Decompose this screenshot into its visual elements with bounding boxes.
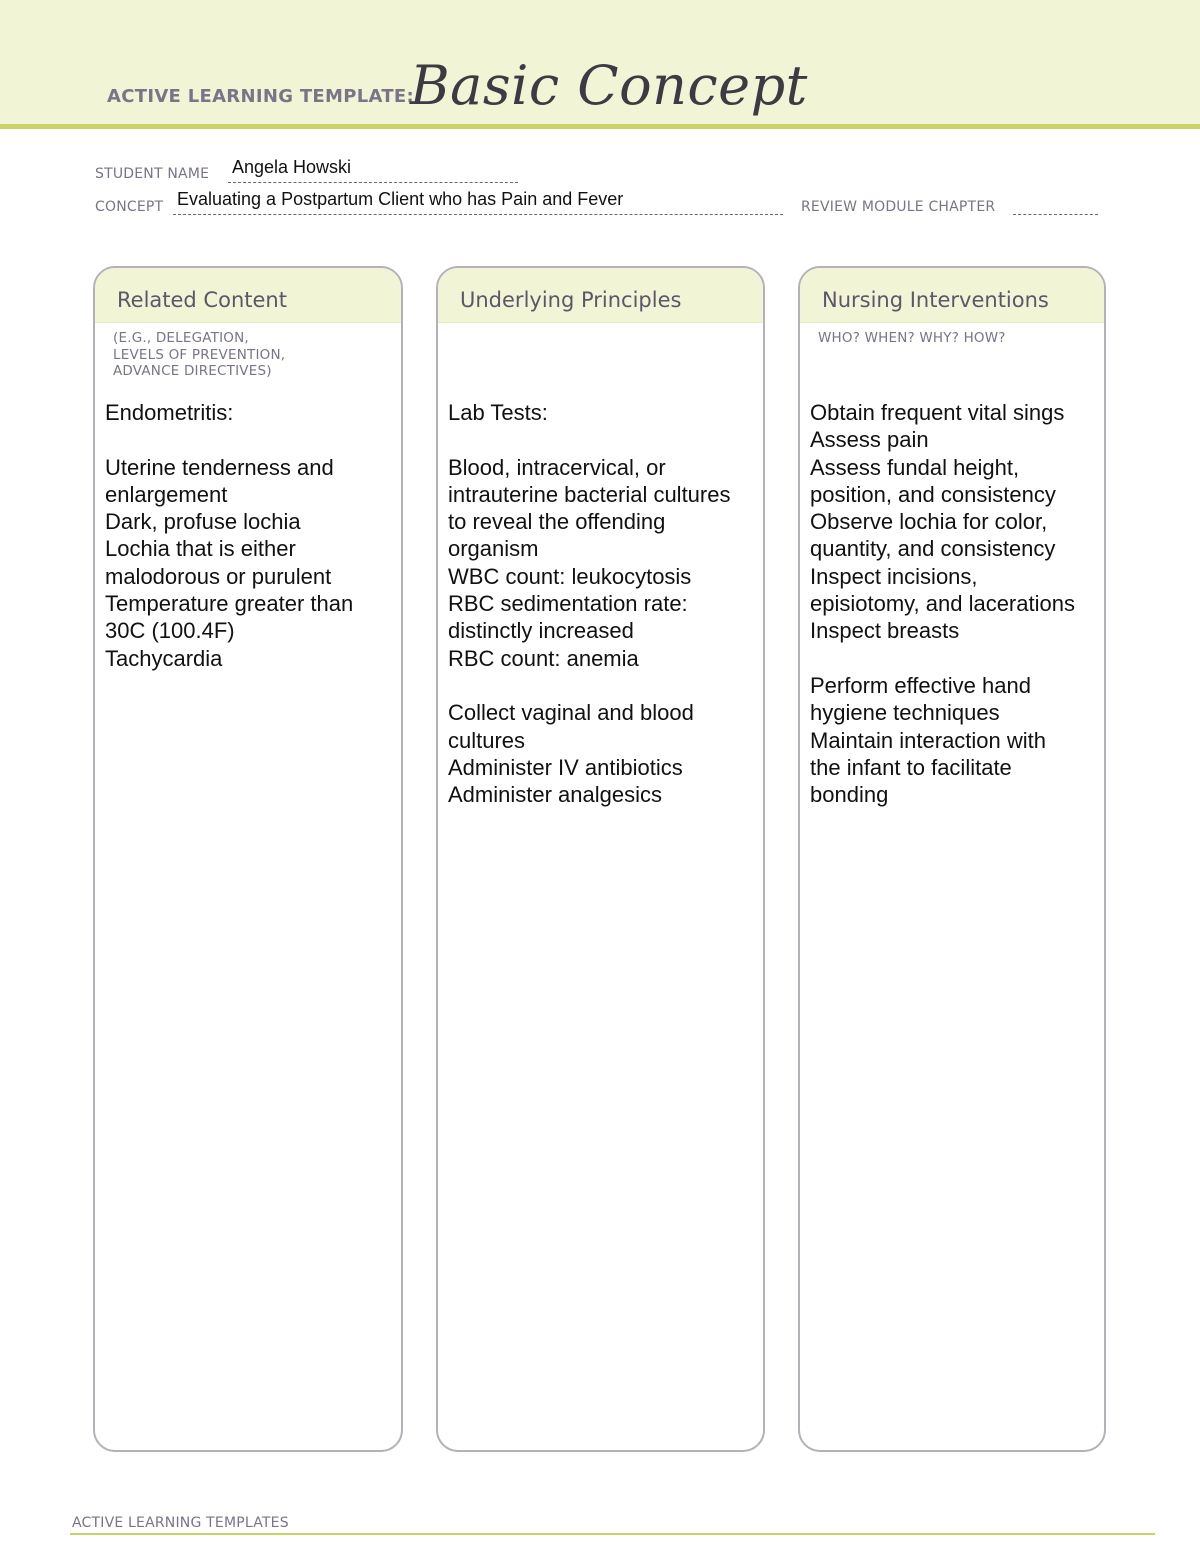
body-line: Blood, intracervical, or [448, 454, 666, 480]
panel-title: Nursing Interventions [822, 288, 1049, 312]
body-line: distinctly increased [448, 618, 634, 644]
body-line: RBC count: anemia [448, 645, 639, 671]
panel-body[interactable] [448, 399, 757, 808]
body-line [448, 426, 757, 453]
body-line: malodorous or purulent [105, 563, 332, 589]
body-line: hygiene techniques [810, 700, 1000, 726]
body-line: Inspect incisions, [810, 563, 978, 589]
concept-field[interactable]: Evaluating a Postpartum Client who has Pain and Fever [177, 189, 624, 209]
footer-rule [70, 1533, 1155, 1535]
body-line: episiotomy, and lacerations [810, 591, 1075, 617]
body-line: WBC count: leukocytosis [448, 563, 692, 589]
template-title: Basic Concept [410, 54, 808, 117]
body-line: Obtain frequent vital sings [810, 400, 1065, 425]
body-line: to reveal the offending [448, 509, 666, 535]
body-line: intrauterine bacterial cultures [448, 481, 731, 507]
body-line: RBC sedimentation rate: [448, 591, 688, 617]
body-line: Dark, profuse lochia [105, 509, 301, 535]
body-line: Lab Tests: [448, 400, 548, 425]
body-line: cultures [448, 727, 526, 753]
student-name-line [228, 182, 518, 183]
body-line: Perform effective hand [810, 672, 1031, 698]
body-line: the infant to facilitate [810, 754, 1012, 780]
body-line: Tachycardia [105, 645, 223, 671]
body-line [448, 672, 757, 699]
body-line: Endometritis: [105, 400, 234, 425]
body-line: 30C (100.4F) [105, 618, 235, 644]
concept-line [173, 214, 783, 215]
panel-subtitle [113, 330, 285, 380]
student-name-label: STUDENT NAME [95, 166, 210, 182]
panel-title: Underlying Principles [460, 288, 682, 312]
review-module-line [1013, 214, 1098, 215]
review-module-label: REVIEW MODULE CHAPTER [801, 199, 996, 215]
body-line: Lochia that is either [105, 536, 296, 562]
body-line: Assess pain [810, 427, 929, 453]
body-line: Inspect breasts [810, 618, 960, 644]
body-line: Assess fundal height, [810, 454, 1020, 480]
body-line [105, 426, 395, 453]
panel-nursing-interventions [798, 266, 1106, 1452]
body-line: Administer IV antibiotics [448, 754, 683, 780]
panel-header [438, 268, 763, 323]
panel-title: Related Content [117, 288, 287, 312]
body-line: Collect vaginal and blood [448, 700, 694, 726]
panel-subtitle [818, 330, 1006, 347]
concept-label: CONCEPT [95, 199, 164, 215]
panel-subtitle-line: (E.G., DELEGATION, [113, 330, 249, 346]
panel-related-content [93, 266, 403, 1452]
body-line: quantity, and consistency [810, 536, 1056, 562]
panel-subtitle-line: WHO? WHEN? WHY? HOW? [818, 330, 1006, 346]
student-name-field[interactable]: Angela Howski [232, 157, 352, 177]
body-line: Uterine tenderness and [105, 454, 334, 480]
body-line: organism [448, 536, 539, 562]
template-kicker: ACTIVE LEARNING TEMPLATE: [107, 86, 414, 107]
panel-body[interactable] [105, 399, 395, 672]
body-line: Maintain interaction with [810, 727, 1047, 753]
panel-header [95, 268, 401, 323]
panel-subtitle-line: LEVELS OF PREVENTION, [113, 346, 286, 363]
body-line: Administer analgesics [448, 782, 662, 808]
body-line: enlargement [105, 481, 228, 507]
body-line [810, 645, 1098, 672]
panel-subtitle-line: ADVANCE DIRECTIVES) [113, 363, 272, 379]
panel-underlying-principles [436, 266, 765, 1452]
footer-text: ACTIVE LEARNING TEMPLATES [72, 1515, 289, 1531]
body-line: Temperature greater than [105, 591, 354, 617]
body-line: bonding [810, 782, 889, 808]
panel-header [800, 268, 1104, 323]
panel-body[interactable] [810, 399, 1098, 808]
body-line: position, and consistency [810, 481, 1056, 507]
body-line: Observe lochia for color, [810, 509, 1048, 535]
